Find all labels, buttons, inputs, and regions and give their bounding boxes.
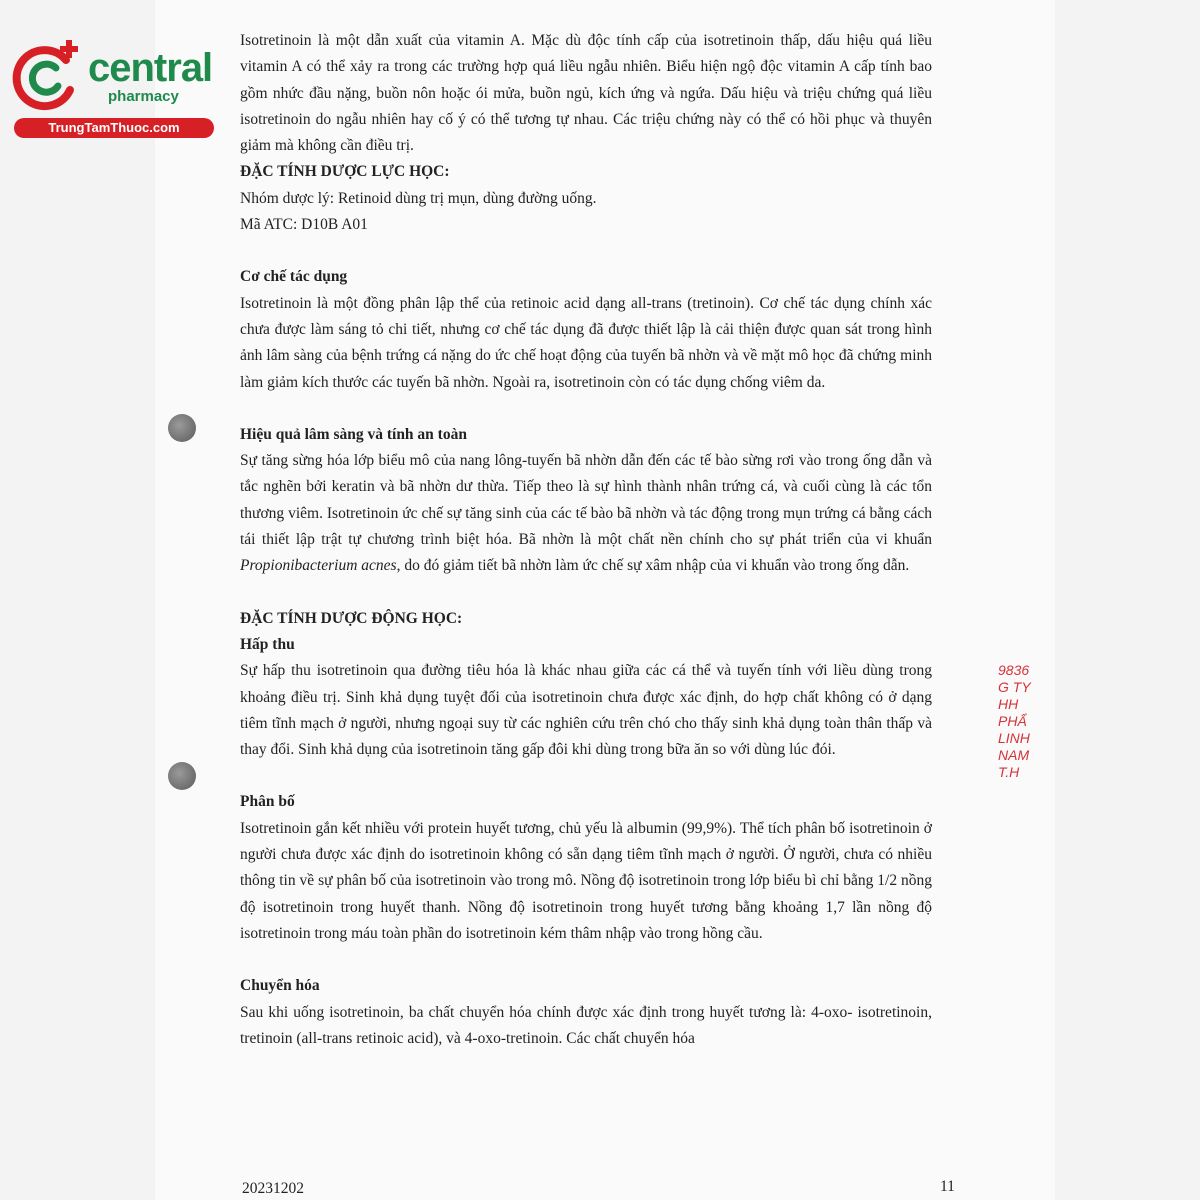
stamp-text: HH (998, 696, 1019, 712)
stamp-text: G TY (998, 679, 1031, 695)
central-pharmacy-logo (8, 38, 218, 138)
section-heading: Chuyển hóa (240, 977, 320, 995)
stamp-text: 9836 (998, 662, 1030, 678)
body-paragraph: Sự hấp thu isotretinoin qua đường tiêu hóa là khác nhau giữa các cá thể và tuyến tính với liều dùng trong khoảng điều trị. Sinh khả dụng tuyệt đối của isotretinoin chưa được xác định, do hợp chất không có ở dạng tiêm tĩnh mạch ở người, nhưng ngoại suy từ các nghiên cứu trên chó cho thấy sinh khả dụng toàn thân thấp và thay đổi. Sinh khả dụng của isotretinoin tăng gấp đôi khi dùng trong bữa ăn so với dùng lúc đói. (240, 662, 932, 759)
section-heading: Phân bố (240, 793, 295, 811)
section-heading: Hấp thu (240, 635, 295, 653)
paragraph-gap (240, 763, 932, 789)
paragraph-gap (240, 947, 932, 973)
paragraph-gap (240, 238, 932, 264)
document-body (240, 28, 932, 1052)
section-heading: Hiệu quả lâm sàng và tính an toàn (240, 425, 467, 443)
body-paragraph: Isotretinoin là một dẫn xuất của vitamin A. Mặc dù độc tính cấp của isotretinoin thấp, dấu hiệu quá liều vitamin A có thể xảy ra trong các trường hợp quá liều ngẫu nhiên. Biểu hiện ngộ độc vitamin A cấp tính bao gồm nhức đầu nặng, buồn nôn hoặc ói mửa, buồn ngủ, kích ứng và ngứa. Dấu hiệu và triệu chứng quá liều isotretinoin do ngẫu nhiên hay cố ý có thể tương tự nhau. Các triệu chứng này có thể có hồi phục và thuyên giảm mà không cần điều trị. (240, 32, 932, 155)
body-paragraph: Nhóm dược lý: Retinoid dùng trị mụn, dùng đường uống. (240, 189, 597, 207)
section-heading: ĐẶC TÍNH DƯỢC ĐỘNG HỌC: (240, 609, 463, 627)
punch-hole (168, 414, 196, 442)
paragraph-gap (240, 580, 932, 606)
paragraph-gap (240, 396, 932, 422)
section-heading: Cơ chế tác dụng (240, 268, 348, 286)
company-stamp (998, 662, 1038, 828)
punch-hole (168, 762, 196, 790)
pharmacy-logo-icon (8, 38, 88, 118)
stamp-text: LINH (998, 730, 1030, 746)
species-name: Propionibacterium acnes (240, 557, 397, 575)
stamp-text: PHẨ (998, 713, 1027, 729)
logo-wordmark: central (88, 46, 213, 90)
body-paragraph: Isotretinoin gắn kết nhiều với protein huyết tương, chủ yếu là albumin (99,9%). Thể tích phân bố isotretinoin ở người chưa được xác định do isotretinoin không có sẵn dạng tiêm tĩnh mạch ở người. Ở người, chưa có nhiều thông tin về sự phân bố của isotretinoin vào trong mô. Nồng độ isotretinoin trong lớp biểu bì chỉ bằng 1/2 nồng độ isotretinoin trong huyết thanh. Nồng độ isotretinoin trong huyết tương bằng khoảng 1,7 lần nồng độ isotretinoin trong máu toàn phần do isotretinoin kém thâm nhập vào trong hồng cầu. (240, 819, 932, 942)
logo-site-badge: TrungTamThuoc.com (14, 118, 214, 138)
body-paragraph: Isotretinoin là một đồng phân lập thể của retinoic acid dạng all-trans (tretinoin). Cơ chế tác dụng chính xác chưa được làm sáng tỏ chi tiết, nhưng cơ chế tác dụng đã được thiết lập là cải thiện được quan sát trong hình ảnh lâm sàng của bệnh trứng cá nặng do ức chế hoạt động của tuyến bã nhờn và về mặt mô học đã chứng minh làm giảm kích thước các tuyến bã nhờn. Ngoài ra, isotretinoin còn có tác dụng chống viêm da. (240, 294, 932, 391)
document-code: 20231202 (242, 1180, 304, 1197)
body-paragraph: Mã ATC: D10B A01 (240, 216, 368, 234)
stamp-text: T.H (998, 764, 1020, 780)
body-paragraph: Sự tăng sừng hóa lớp biểu mô của nang lông-tuyến bã nhờn dẫn đến các tế bào sừng rơi vào trong ống dẫn và tắc nghẽn bởi keratin và bã nhờn dư thừa. Tiếp theo là sự hình thành nhân trứng cá, và cuối cùng là các tổn thương viêm. Isotretinoin ức chế sự tăng sinh của các tế bào bã nhờn và tác động trong mụn trứng cá bằng cách tái thiết lập trật tự chương trình biệt hóa. Bã nhờn là một chất nền chính cho sự phát triển của vi khuẩn Propionibacterium acnes, do đó giảm tiết bã nhờn làm ức chế sự xâm nhập của vi khuẩn vào trong ống dẫn. (240, 452, 932, 575)
section-heading: ĐẶC TÍNH DƯỢC LỰC HỌC: (240, 163, 450, 181)
body-paragraph: Sau khi uống isotretinoin, ba chất chuyển hóa chính được xác định trong huyết tương là: 4-oxo- isotretinoin, tretinoin (all-trans retinoic acid), và 4-oxo-tretinoin. Các chất chuyển hóa (240, 1003, 932, 1047)
page-number: 11 (940, 1178, 955, 1195)
logo-subtitle: pharmacy (108, 88, 179, 105)
stamp-text: NAM (998, 747, 1030, 763)
